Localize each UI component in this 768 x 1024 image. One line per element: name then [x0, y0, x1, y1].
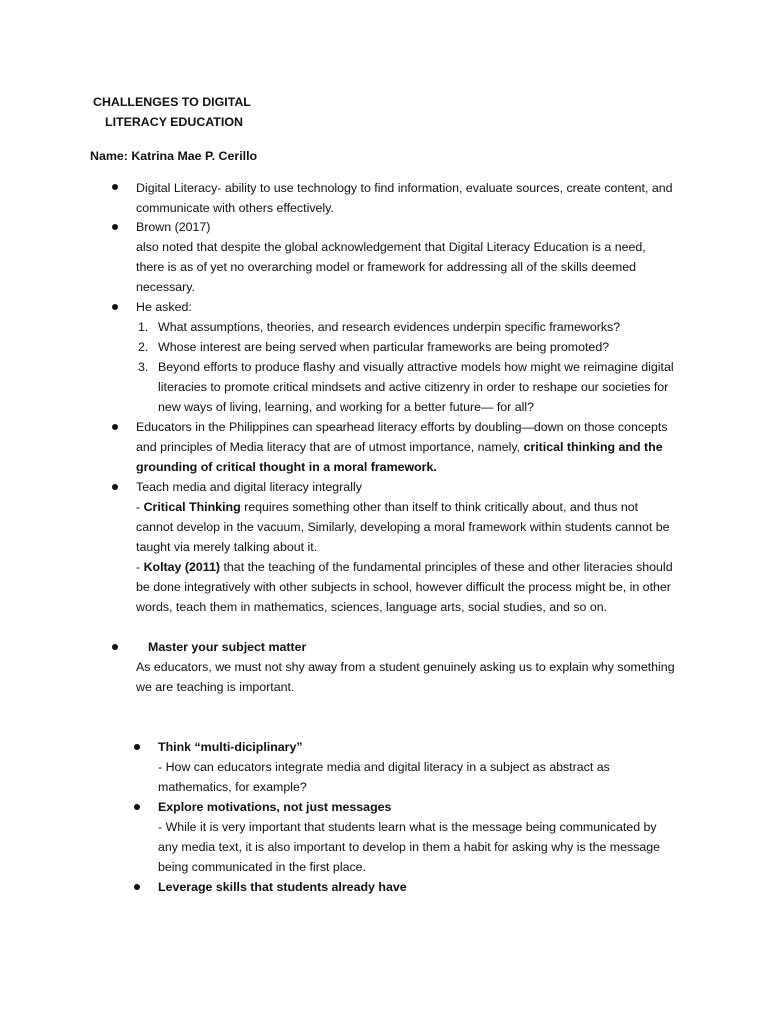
list-number: 2.	[138, 340, 149, 354]
list-number: 3.	[138, 360, 149, 374]
bullet-icon	[112, 224, 118, 230]
koltay-text: that the teaching of the fundamental principles of these and other literacies should be done integratively with other subjects in school, however difficult the process might be, in other words, teach them in mathematics, sciences, language arts, social studies, and so on.	[136, 560, 673, 614]
bullet-icon	[112, 304, 118, 310]
he-asked-heading: He asked:	[136, 300, 192, 314]
critical-thinking-paragraph	[136, 497, 676, 557]
bullet-icon	[112, 484, 118, 490]
master-subject-heading: Master your subject matter	[148, 640, 307, 654]
brown-heading: Brown (2017)	[136, 220, 211, 234]
motivations-heading: Explore motivations, not just messages	[158, 800, 392, 814]
koltay-citation: Koltay (2011)	[143, 560, 221, 574]
brown-text: also noted that despite the global acknowledgement that Digital Literacy Education is a need, there is as of yet no overarching model or framework for addressing all of the skills deemed necessary.	[136, 240, 646, 294]
list-number: 1.	[138, 320, 149, 334]
author-name: Name: Katrina Mae P. Cerillo	[90, 149, 258, 163]
philippines-text: Educators in the Philippines can spearhead literacy efforts by doubling—down on those concepts and principles of Media literacy that are of utmost importance, namely,	[136, 420, 668, 454]
digital-literacy-definition: Digital Literacy- ability to use technology to find information, evaluate sources, create content, and communicate with others effectively.	[136, 181, 673, 215]
question-item: What assumptions, theories, and research evidences underpin specific frameworks?	[158, 320, 621, 334]
master-subject-text: As educators, we must not shy away from a student genuinely asking us to explain why something we are teaching is important.	[136, 660, 675, 694]
title-line-2: LITERACY EDUCATION	[105, 115, 243, 129]
leverage-heading: Leverage skills that students already have	[158, 880, 407, 894]
bullet-icon	[112, 424, 118, 430]
multidisciplinary-heading: Think “multi-diciplinary”	[158, 740, 303, 754]
question-item: Whose interest are being served when particular frameworks are being promoted?	[158, 340, 610, 354]
dash: -	[136, 560, 144, 574]
bullet-icon	[112, 184, 118, 190]
multidisciplinary-text: - How can educators integrate media and digital literacy in a subject as abstract as mathematics, for example?	[158, 760, 610, 794]
bullet-icon	[134, 744, 140, 750]
philippines-paragraph	[136, 417, 676, 477]
motivations-text: - While it is very important that students learn what is the message being communicated by any media text, it is also important to develop in them a habit for asking why is the message being communicated in the first place.	[158, 820, 661, 874]
critical-thinking-text: requires something other than itself to think critically about, and thus not cannot develop in the vacuum, Similarly, developing a moral framework within students cannot be taught via merely talking about it.	[136, 500, 670, 554]
question-item: Beyond efforts to produce flashy and visually attractive models how might we reimagine digital literacies to promote critical mindsets and active citizenry in order to reshape our societies for new ways of living, learning, and working for a better future— for all?	[158, 360, 674, 414]
koltay-paragraph	[136, 557, 676, 617]
critical-thinking-term: Critical Thinking	[143, 500, 241, 514]
dash: -	[136, 500, 144, 514]
teach-heading: Teach media and digital literacy integrally	[136, 480, 362, 494]
philippines-bold: critical thinking and the grounding of critical thought in a moral framework.	[136, 440, 663, 474]
title-line-1: CHALLENGES TO DIGITAL	[93, 95, 251, 109]
bullet-icon	[112, 644, 118, 650]
bullet-icon	[134, 884, 140, 890]
bullet-icon	[134, 804, 140, 810]
